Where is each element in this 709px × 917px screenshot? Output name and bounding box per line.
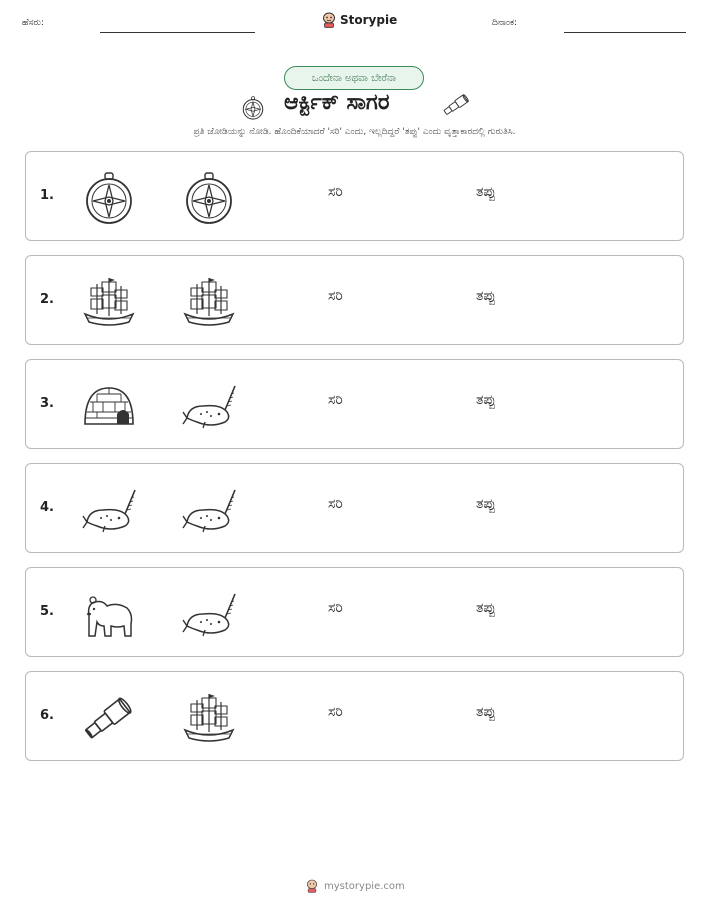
igloo-icon — [81, 378, 137, 434]
option-wrong[interactable]: ತಪ್ಪು — [476, 496, 496, 512]
option-correct[interactable]: ಸರಿ — [328, 704, 343, 720]
row-number: 4. — [40, 500, 54, 515]
date-line[interactable] — [564, 32, 686, 33]
compass-icon — [181, 170, 237, 226]
row-number: 5. — [40, 604, 54, 619]
worksheet-type-badge: ಒಂದೇನಾ ಅಥವಾ ಬೇರೆನಾ — [284, 66, 424, 90]
ship-icon — [181, 274, 237, 330]
polar-bear-icon — [81, 586, 137, 642]
option-wrong[interactable]: ತಪ್ಪು — [476, 704, 496, 720]
row-number: 1. — [40, 188, 54, 203]
row-number: 6. — [40, 708, 54, 723]
ship-icon — [81, 274, 137, 330]
compass-icon — [240, 95, 266, 125]
option-correct[interactable]: ಸರಿ — [328, 392, 343, 408]
option-correct[interactable]: ಸರಿ — [328, 496, 343, 512]
name-label: ಹೆಸರು: — [22, 18, 45, 28]
narwhal-icon — [181, 586, 237, 642]
storypie-mascot-icon — [306, 879, 318, 893]
spyglass-icon — [440, 92, 472, 122]
pair-row-3 — [25, 359, 684, 449]
pair-row-5 — [25, 567, 684, 657]
storypie-mascot-icon — [322, 12, 336, 28]
row-number: 3. — [40, 396, 54, 411]
pair-row-1 — [25, 151, 684, 241]
name-line[interactable] — [100, 32, 255, 33]
narwhal-icon — [181, 482, 237, 538]
footer — [306, 879, 405, 893]
option-wrong[interactable]: ತಪ್ಪು — [476, 288, 496, 304]
pair-row-6 — [25, 671, 684, 761]
pair-row-2 — [25, 255, 684, 345]
option-wrong[interactable]: ತಪ್ಪು — [476, 600, 496, 616]
ship-icon — [181, 690, 237, 746]
option-wrong[interactable]: ತಪ್ಪು — [476, 392, 496, 408]
instructions: ಪ್ರತಿ ಜೋಡಿಯನ್ನು ನೋಡಿ. ಹೊಂದಿಕೆಯಾದರೆ 'ಸರಿ' ಎಂದು, ಇಲ್ಲದಿದ್ದರೆ 'ತಪ್ಪು' ಎಂದು ವೃತ್ತಾಕಾರದಲ್ಲಿ ಗುರುತಿಸಿ. — [193, 127, 516, 137]
page-title: ಆರ್ಕ್ಟಿಕ್ ಸಾಗರ — [284, 90, 390, 115]
option-wrong[interactable]: ತಪ್ಪು — [476, 184, 496, 200]
option-correct[interactable]: ಸರಿ — [328, 600, 343, 616]
compass-icon — [81, 170, 137, 226]
narwhal-icon — [181, 378, 237, 434]
brand-logo — [322, 12, 397, 28]
option-correct[interactable]: ಸರಿ — [328, 184, 343, 200]
brand-name: Storypie — [340, 13, 398, 27]
option-correct[interactable]: ಸರಿ — [328, 288, 343, 304]
row-number: 2. — [40, 292, 54, 307]
date-label: ದಿನಾಂಕ: — [492, 18, 518, 28]
pair-row-4 — [25, 463, 684, 553]
footer-url[interactable]: mystorypie.com — [324, 880, 405, 892]
spyglass-icon — [81, 690, 137, 746]
narwhal-icon — [81, 482, 137, 538]
